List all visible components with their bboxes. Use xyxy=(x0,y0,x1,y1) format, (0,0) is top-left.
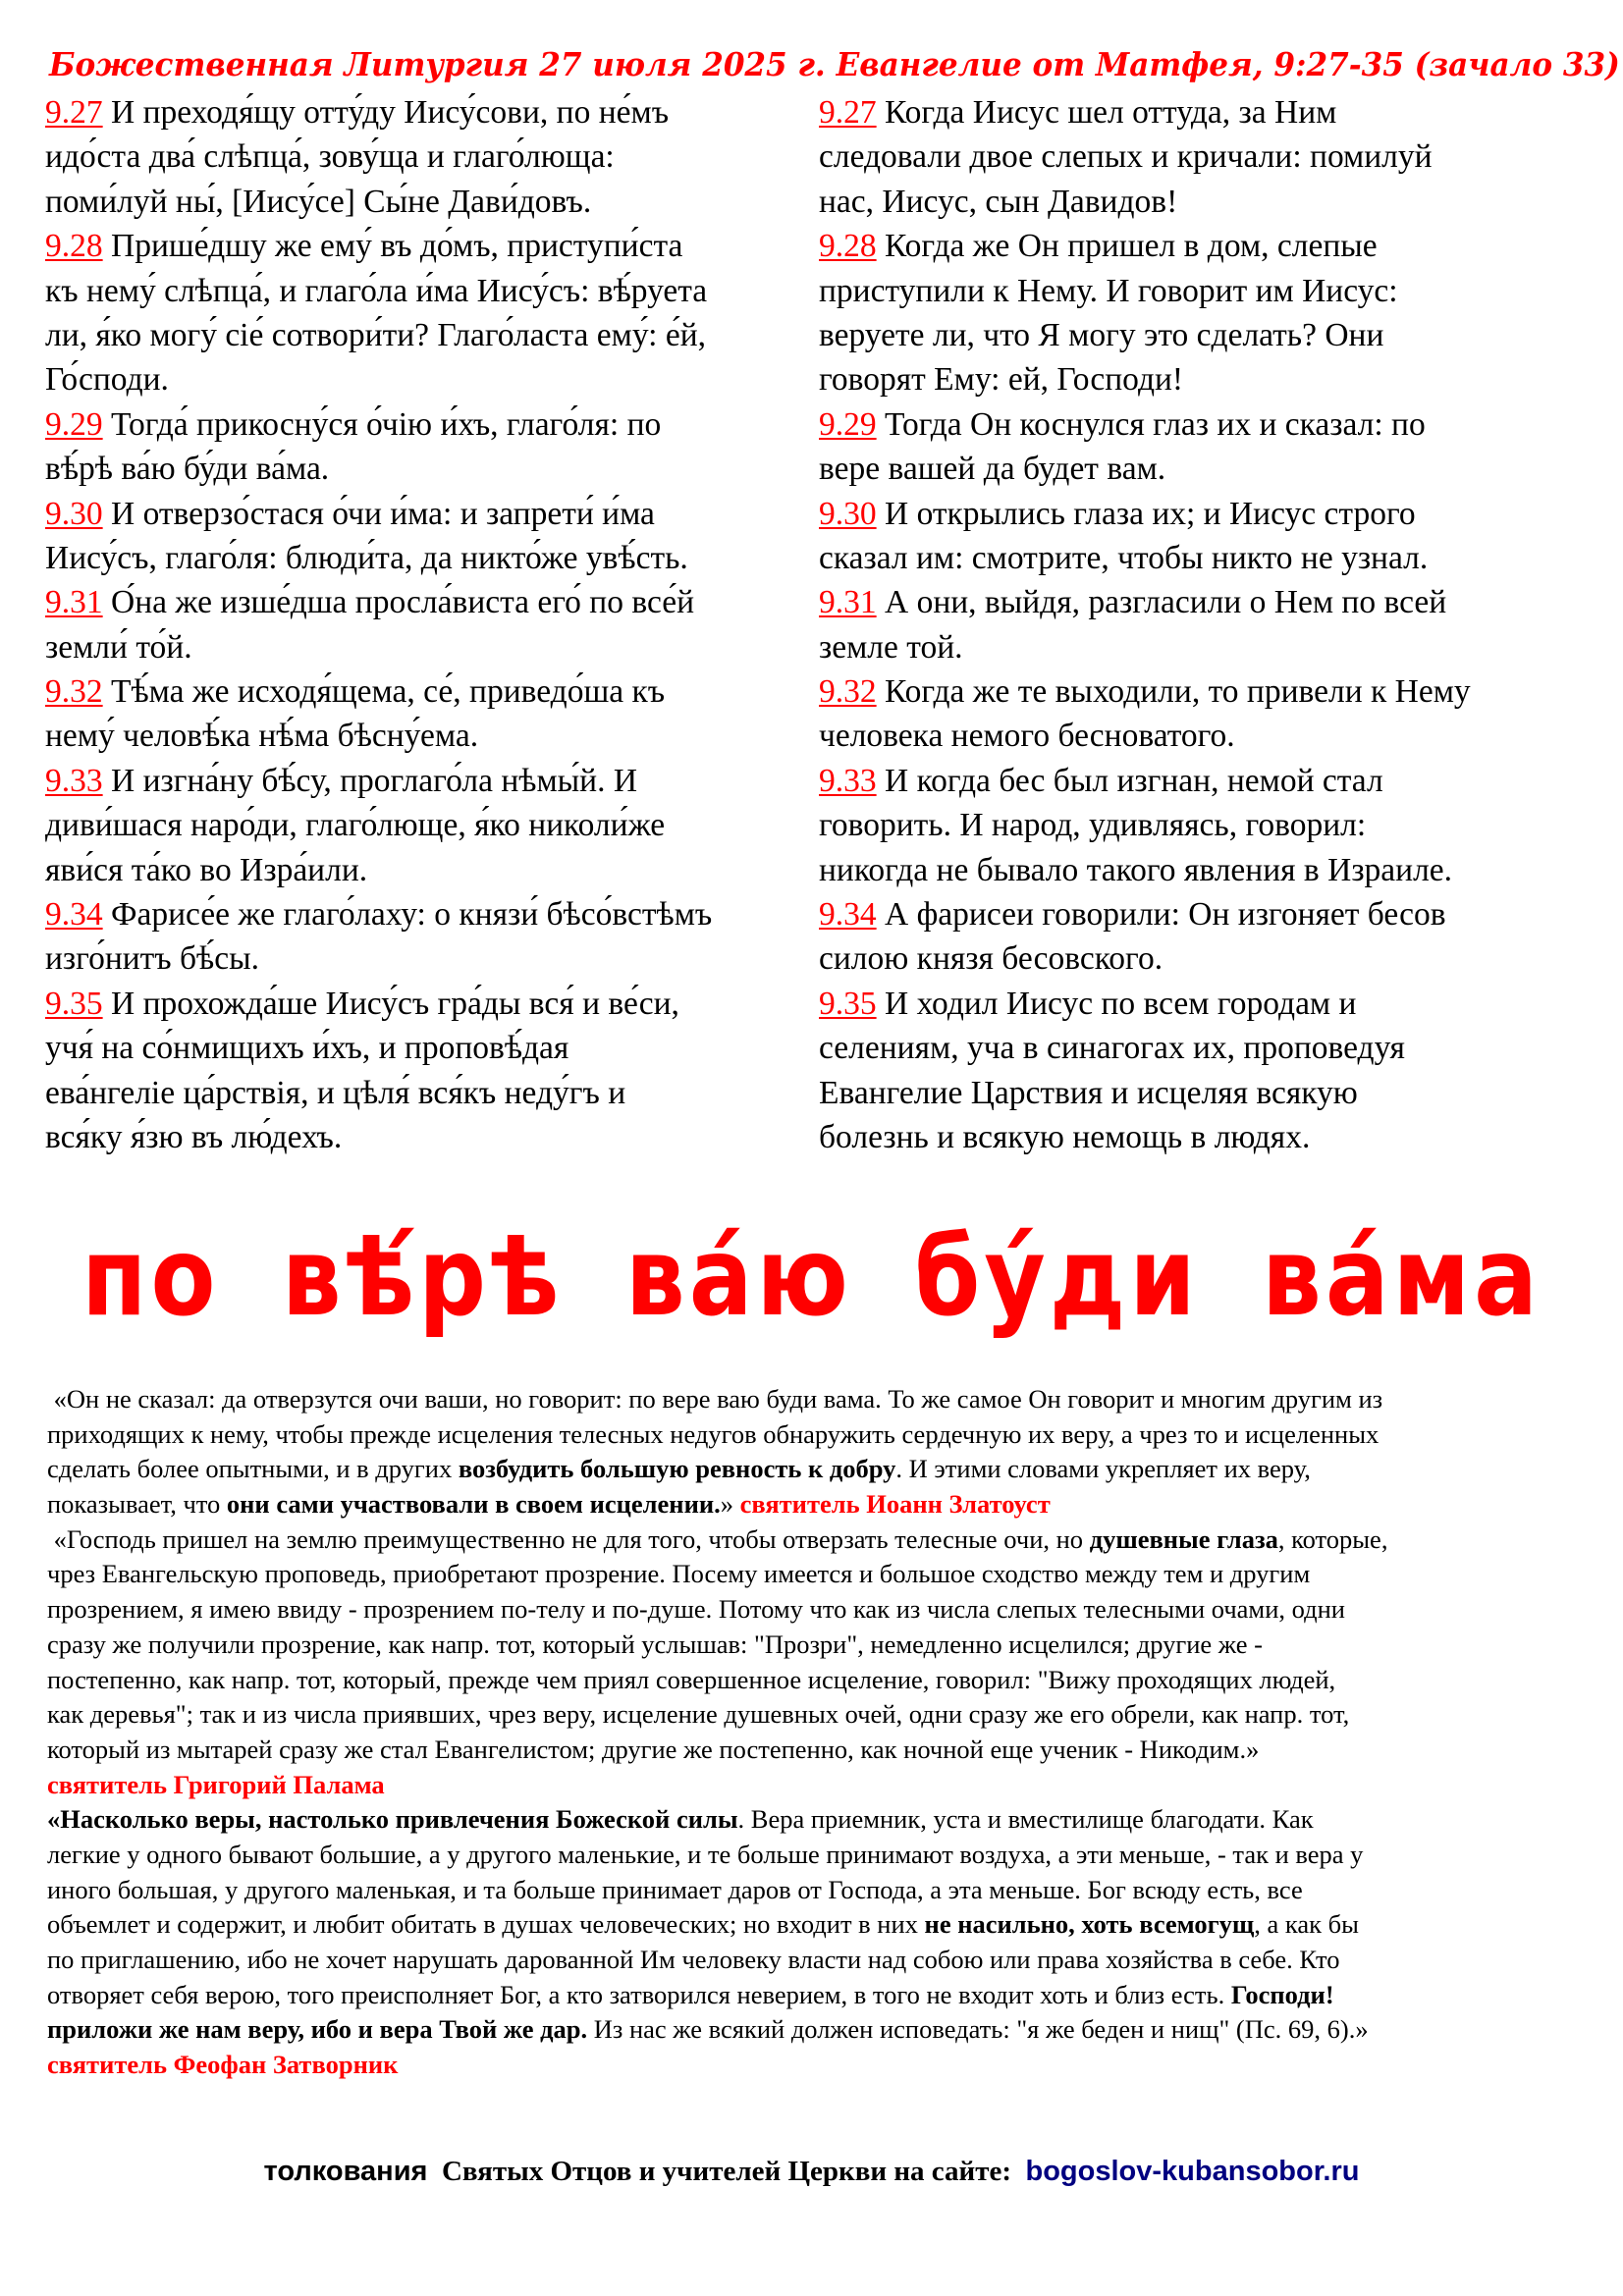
verse-line xyxy=(819,447,1604,491)
commentary-line xyxy=(47,1733,1598,1768)
commentary-section xyxy=(47,1382,1598,2083)
verse-line xyxy=(45,357,811,401)
verse-line xyxy=(819,269,1604,313)
commentary-text: , которые, xyxy=(1277,1523,1388,1554)
verse-number-link[interactable]: 9.29 xyxy=(45,405,103,443)
page-title: Божественная Литургия 27 июля 2025 г. Евангелие от Матфея, 9:27-35 (зачало 33) xyxy=(48,45,1620,83)
verse-number-link[interactable]: 9.30 xyxy=(819,495,877,532)
verse-line xyxy=(45,625,811,669)
verse-line xyxy=(45,134,811,179)
verse-number-link[interactable]: 9.33 xyxy=(45,762,103,799)
verse-text: Фарисе́е же глаго́лаху: о князи́ бѣсо́встѣмъ xyxy=(102,896,713,934)
commentary-line xyxy=(47,1907,1598,1943)
commentary-text: отворяет себя верою, того преисполняет Бог, а кто затворился неверием, в того не входит хоть и близ есть. xyxy=(47,1979,1231,2009)
footer-text: Святых Отцов и учителей Церкви на сайте: xyxy=(427,2156,1026,2187)
verse-number-link[interactable]: 9.34 xyxy=(45,896,103,934)
verse-text: Го́споди. xyxy=(45,361,169,399)
slavonic-column xyxy=(45,90,811,1159)
verse-text: приступили к Нему. И говорит им Иисус: xyxy=(819,272,1398,309)
verse-text: къ нему́ слѣпца́, и глаго́ла и́ма Иису́съ: вѣ́руета xyxy=(45,272,708,309)
author-attribution: святитель Феофан Затворник xyxy=(47,2050,399,2080)
verse-line xyxy=(45,492,811,536)
verse-line xyxy=(45,1115,811,1159)
verse-line xyxy=(45,759,811,803)
footer-prefix: толкования xyxy=(263,2156,428,2187)
commentary-line xyxy=(47,1838,1598,1873)
verse-line xyxy=(819,134,1604,179)
commentary-text: . Вера приемник, уста и вместилище благодати. Как xyxy=(737,1804,1314,1835)
commentary-line xyxy=(47,1382,1598,1417)
verse-text: говорят Ему: ей, Господи! xyxy=(819,361,1184,399)
verse-line xyxy=(819,892,1604,936)
author-attribution: святитель Иоанн Златоуст xyxy=(739,1489,1051,1520)
commentary-line xyxy=(47,1697,1598,1733)
verse-number-link[interactable]: 9.31 xyxy=(819,584,877,621)
commentary-text: » xyxy=(720,1489,740,1520)
verse-line xyxy=(819,357,1604,401)
verse-number-link[interactable]: 9.33 xyxy=(819,762,877,799)
verse-text: нас, Иисус, сын Давидов! xyxy=(819,183,1178,220)
verse-text: человека немого бесноватого. xyxy=(819,718,1235,755)
emphasis-text: приложи же нам веру, ибо и вера Твой же дар. xyxy=(47,2014,588,2045)
commentary-text: прозрением, я имею ввиду - прозрением по-телу и по-душе. Потому что как из числа слепых телесными очами, одни xyxy=(47,1594,1345,1625)
verse-line xyxy=(45,803,811,847)
verse-text: следовали двое слепых и кричали: помилуй xyxy=(819,138,1433,176)
verse-line xyxy=(819,402,1604,447)
verse-text: Когда Иисус шел оттуда, за Ним xyxy=(876,94,1337,131)
verse-text: И преходя́щу отту́ду Иису́сови, по не́мъ xyxy=(102,94,670,131)
verse-text: диви́шася наро́ди, глаго́люще, я́ко николи́же xyxy=(45,807,666,844)
commentary-text: чрез Евангельскую проповедь, приобретают прозрение. Посему имеется и большое сходство между тем и другим xyxy=(47,1559,1311,1589)
verse-line xyxy=(819,224,1604,268)
author-attribution: святитель Григорий Палама xyxy=(47,1769,385,1799)
verse-text: Прише́дшу же ему́ въ до́мъ, приступи́ста xyxy=(102,228,683,265)
verse-line xyxy=(45,982,811,1026)
verse-number-link[interactable]: 9.28 xyxy=(819,228,877,265)
commentary-line xyxy=(47,1452,1598,1487)
verse-line xyxy=(45,90,811,134)
verse-text: Когда же Он пришел в дом, слепые xyxy=(876,228,1378,265)
commentary-text: по приглашению, ибо не хочет нарушать дарованной Им человеку власти над собою или права хозяйства в себе. Кто xyxy=(47,1945,1340,1974)
verse-text: вся́ку я́зю въ лю́дехъ. xyxy=(45,1118,343,1155)
banner-quote: по вѣ́рѣ ва́ю бу́ди ва́ма xyxy=(81,1213,1542,1341)
commentary-line xyxy=(47,1487,1598,1522)
verse-text: сказал им: смотрите, чтобы никто не узнал. xyxy=(819,539,1429,576)
verse-line xyxy=(819,492,1604,536)
verse-text: вере вашей да будет вам. xyxy=(819,451,1166,488)
commentary-line xyxy=(47,1943,1598,1978)
commentary-line xyxy=(47,1978,1598,2013)
verse-text: О́на же изше́дша просла́виста его́ по все́й xyxy=(102,584,695,621)
verse-number-link[interactable]: 9.28 xyxy=(45,228,103,265)
commentary-text: постепенно, как напр. тот, который, прежде чем приял совершенное исцеление, говорил: "Вижу проходящих людей, xyxy=(47,1664,1336,1694)
verse-line xyxy=(45,1026,811,1070)
verse-number-link[interactable]: 9.30 xyxy=(45,495,103,532)
verse-text: ли, я́ко могу́ сіе́ сотвори́ти? Глаго́ласта ему́: е́й, xyxy=(45,316,707,353)
verse-text: селениям, уча в синагогах их, проповедуя xyxy=(819,1030,1405,1067)
verse-line xyxy=(819,936,1604,981)
verse-number-link[interactable]: 9.34 xyxy=(819,896,877,934)
commentary-text: который из мытарей сразу же стал Евангелистом; другие же постепенно, как ночной еще ученик - Никодим.» xyxy=(47,1734,1260,1764)
verse-number-link[interactable]: 9.32 xyxy=(819,673,877,711)
verse-text: И изгна́ну бѣ́су, проглаго́ла нѣмы́й. И xyxy=(102,762,638,799)
russian-column xyxy=(819,90,1604,1159)
commentary-line xyxy=(47,2012,1598,2048)
verse-number-link[interactable]: 9.35 xyxy=(45,985,103,1022)
verse-number-link[interactable]: 9.31 xyxy=(45,584,103,621)
verse-number-link[interactable]: 9.32 xyxy=(45,673,103,711)
verse-line xyxy=(819,1071,1604,1115)
commentary-text: «Господь пришел на землю преимущественно не для того, чтобы отверзать телесные очи, но xyxy=(47,1523,1090,1554)
commentary-line xyxy=(47,1802,1598,1838)
site-link[interactable]: bogoslov-kubansobor.ru xyxy=(1025,2156,1360,2187)
verse-text: поми́луй ны́, [Иису́се] Сы́не Дави́довъ. xyxy=(45,183,592,220)
commentary-text: «Он не сказал: да отверзутся очи ваши, но говорит: по вере ваю буди вама. То же самое Он говорит и многим другим из xyxy=(47,1384,1383,1414)
verse-line xyxy=(45,447,811,491)
commentary-line xyxy=(47,1417,1598,1453)
commentary-line xyxy=(47,1522,1598,1558)
commentary-text: легкие у одного бывают большие, а у другого маленькие, и те больше принимают воздуха, а эти меньше, - так и вера у xyxy=(47,1839,1364,1869)
emphasis-text: не насильно, хоть всемогущ xyxy=(924,1909,1255,1940)
verse-text: И ходил Иисус по всем городам и xyxy=(876,985,1357,1022)
commentary-text: объемлет и содержит, и любит обитать в душах человеческих; но входит в них xyxy=(47,1909,925,1940)
verse-text: Тогда Он коснулся глаз их и сказал: по xyxy=(876,405,1426,443)
verse-text: И когда бес был изгнан, немой стал xyxy=(876,762,1383,799)
verse-text: идо́ста два́ слѣпца́, зову́ща и глаго́люща: xyxy=(45,138,615,176)
verse-line xyxy=(819,803,1604,847)
verse-line xyxy=(45,180,811,224)
verse-text: говорить. И народ, удивляясь, говорил: xyxy=(819,807,1367,844)
verse-text: болезнь и всякую немощь в людях. xyxy=(819,1118,1311,1155)
commentary-line xyxy=(47,1628,1598,1663)
verse-text: никогда не бывало такого явления в Израиле. xyxy=(819,851,1453,888)
commentary-line xyxy=(47,1663,1598,1698)
commentary-text: Из нас же всякий должен исповедать: "я же беден и нищ" (Пс. 69, 6).» xyxy=(587,2014,1369,2045)
verse-line xyxy=(819,180,1604,224)
commentary-text: . И этими словами укрепляет их веру, xyxy=(895,1454,1311,1484)
verse-line xyxy=(819,1115,1604,1159)
commentary-line xyxy=(47,1592,1598,1628)
verse-line xyxy=(819,90,1604,134)
footer xyxy=(0,2156,1623,2188)
commentary-line xyxy=(47,1768,1598,1803)
verse-line xyxy=(45,936,811,981)
verse-line xyxy=(45,892,811,936)
verse-line xyxy=(45,669,811,714)
verse-text: И отверзо́стася о́чи и́ма: и запрети́ и́ма xyxy=(102,495,655,532)
verse-line xyxy=(45,714,811,758)
verse-text: силою князя бесовского. xyxy=(819,940,1163,978)
verse-line xyxy=(819,848,1604,892)
verse-text: веруете ли, что Я могу это сделать? Они xyxy=(819,316,1384,353)
verse-text: Евангелие Царствия и исцеляя всякую xyxy=(819,1074,1358,1111)
verse-text: яви́ся та́ко во Изра́или. xyxy=(45,851,368,888)
verse-line xyxy=(45,536,811,580)
verse-line xyxy=(45,580,811,624)
verse-text: И открылись глаза их; и Иисус строго xyxy=(876,495,1416,532)
commentary-text: показывает, что xyxy=(47,1489,227,1520)
verse-text: Тогда́ прикосну́ся о́чію и́хъ, глаго́ля: по xyxy=(102,405,662,443)
verse-text: вѣ́рѣ ва́ю бу́ди ва́ма. xyxy=(45,451,330,488)
emphasis-text: «Насколько веры, настолько привлечения Божеской силы xyxy=(47,1804,738,1835)
commentary-line xyxy=(47,2048,1598,2083)
verse-number-link[interactable]: 9.27 xyxy=(819,94,877,131)
commentary-text: сразу же получили прозрение, как напр. тот, который услышав: "Прозри", немедленно исцелился; другие же - xyxy=(47,1629,1263,1659)
verse-line xyxy=(45,224,811,268)
verse-text: Тѣ́ма же исходя́щема, се́, приведо́ша къ xyxy=(102,673,666,711)
verse-number-link[interactable]: 9.29 xyxy=(819,405,877,443)
verse-text: земли́ то́й. xyxy=(45,628,192,666)
verse-line xyxy=(819,982,1604,1026)
verse-text: Иису́съ, глаго́ля: блюди́та, да никто́же увѣ́сть. xyxy=(45,539,688,576)
verse-line xyxy=(819,313,1604,357)
verse-text: А фарисеи говорили: Он изгоняет бесов xyxy=(876,896,1446,934)
commentary-text: как деревья"; так и из числа приявших, чрез веру, исцеление душевных очей, одни сразу же его обрели, как напр. тот, xyxy=(47,1699,1350,1730)
commentary-line xyxy=(47,1873,1598,1908)
verse-number-link[interactable]: 9.35 xyxy=(819,985,877,1022)
verse-line xyxy=(45,402,811,447)
verse-line xyxy=(45,269,811,313)
verse-line xyxy=(45,313,811,357)
commentary-line xyxy=(47,1557,1598,1592)
verse-line xyxy=(45,848,811,892)
commentary-text: сделать более опытными, и в других xyxy=(47,1454,459,1484)
verse-number-link[interactable]: 9.27 xyxy=(45,94,103,131)
verse-text: Когда же те выходили, то привели к Нему xyxy=(876,673,1471,711)
commentary-text: приходящих к нему, чтобы прежде исцеления телесных недугов обнаружить сердечную их веру, а чрез то и исцеленных xyxy=(47,1418,1380,1449)
verse-line xyxy=(819,625,1604,669)
verse-text: учя́ на со́нмищихъ и́хъ, и проповѣ́дая xyxy=(45,1030,569,1067)
verse-text: изго́нитъ бѣ́сы. xyxy=(45,940,259,978)
emphasis-text: возбудить большую ревность к добру xyxy=(458,1454,896,1484)
verse-line xyxy=(819,669,1604,714)
commentary-text: иного большая, у другого маленькая, и та больше принимает даров от Господа, а эта меньше. Бог всюду есть, все xyxy=(47,1874,1303,1904)
verse-line xyxy=(819,1026,1604,1070)
verse-line xyxy=(819,759,1604,803)
verse-line xyxy=(819,536,1604,580)
verse-text: ева́нгеліе ца́рствія, и цѣля́ вся́къ неду́гъ и xyxy=(45,1074,626,1111)
emphasis-text: Господи! xyxy=(1230,1979,1334,2009)
verse-text: нему́ человѣ́ка нѣ́ма бѣсну́ема. xyxy=(45,718,479,755)
emphasis-text: душевные глаза xyxy=(1089,1523,1278,1554)
verse-text: И прохожда́ше Иису́съ гра́ды вся́ и ве́си, xyxy=(102,985,679,1022)
verse-text: земле той. xyxy=(819,628,963,666)
verse-text: А они, выйдя, разгласили о Нем по всей xyxy=(876,584,1447,621)
verse-line xyxy=(819,580,1604,624)
verse-line xyxy=(45,1071,811,1115)
emphasis-text: они сами участвовали в своем исцелении. xyxy=(226,1489,721,1520)
commentary-text: , а как бы xyxy=(1254,1909,1359,1940)
verse-line xyxy=(819,714,1604,758)
